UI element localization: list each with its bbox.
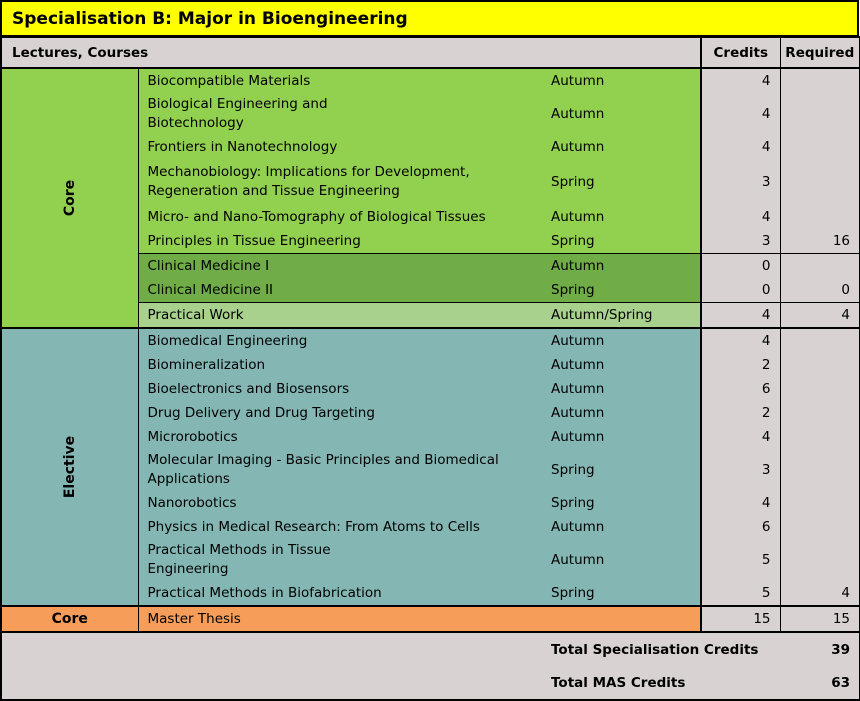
course-required [780,159,860,205]
table-header [1,37,860,68]
course-required: 4 [780,581,860,606]
totals-row [1,632,860,666]
course-credits: 4 [701,303,780,329]
course-semester: Autumn [551,401,701,425]
course-credits: 4 [701,135,780,159]
section-label-core: Core [61,179,78,217]
course-name: Clinical Medicine I [138,254,551,279]
course-credits: 4 [701,491,780,515]
course-credits: 15 [701,606,780,632]
section-core-thesis: Core [1,606,138,632]
course-credits: 6 [701,515,780,539]
course-name: Micro- and Nano-Tomography of Biological Tissues [138,205,551,229]
total-mas-label: Total MAS Credits [551,666,780,700]
course-credits: 4 [701,205,780,229]
course-semester: Spring [551,491,701,515]
course-credits: 5 [701,581,780,606]
course-name: Drug Delivery and Drug Targeting [138,401,551,425]
course-name: Nanorobotics [138,491,551,515]
course-required [780,93,860,135]
course-credits: 0 [701,254,780,279]
course-semester: Autumn [551,377,701,401]
course-required: 15 [780,606,860,632]
course-semester: Autumn [551,205,701,229]
course-semester: Autumn [551,135,701,159]
course-semester: Autumn [551,93,701,135]
course-required [780,401,860,425]
course-name: Practical Methods in Biofabrication [138,581,551,606]
table-row [1,606,860,632]
course-name: Bioelectronics and Biosensors [138,377,551,401]
course-name: Biocompatible Materials [138,68,551,93]
course-name: Clinical Medicine II [138,278,551,303]
course-name: Microrobotics [138,425,551,449]
course-credits: 4 [701,328,780,353]
page-title: Specialisation B: Major in Bioengineering [0,0,859,37]
course-semester: Spring [551,278,701,303]
total-specialisation-label: Total Specialisation Credits [551,632,780,666]
course-credits: 4 [701,68,780,93]
course-name: Practical Work [138,303,551,329]
header-required: Required [780,37,860,68]
table-row [1,68,860,93]
course-credits: 4 [701,425,780,449]
course-required: 4 [780,303,860,329]
course-credits: 2 [701,353,780,377]
course-credits: 5 [701,539,780,581]
course-required: 16 [780,229,860,254]
totals-row [1,666,860,700]
total-mas-value: 63 [780,666,860,700]
course-name: Physics in Medical Research: From Atoms to Cells [138,515,551,539]
course-credits: 4 [701,93,780,135]
course-required [780,135,860,159]
course-semester: Spring [551,581,701,606]
total-specialisation-value: 39 [780,632,860,666]
course-required [780,353,860,377]
header-courses: Lectures, Courses [1,37,701,68]
course-name: Biological Engineering and Biotechnology [138,93,551,135]
course-semester: Autumn [551,254,701,279]
course-credits: 6 [701,377,780,401]
course-semester: Autumn [551,353,701,377]
course-name: Molecular Imaging - Basic Principles and Biomedical Applications [138,449,551,491]
course-semester: Autumn [551,539,701,581]
course-name: Practical Methods in Tissue Engineering [138,539,551,581]
course-semester: Spring [551,159,701,205]
course-required [780,515,860,539]
course-required [780,539,860,581]
course-credits: 3 [701,449,780,491]
course-required [780,425,860,449]
course-semester: Autumn [551,425,701,449]
course-required [780,328,860,353]
course-table [0,36,860,701]
section-core [1,68,138,328]
course-name: Mechanobiology: Implications for Development, Regeneration and Tissue Engineering [138,159,551,205]
course-credits: 0 [701,278,780,303]
course-semester: Spring [551,449,701,491]
course-credits: 2 [701,401,780,425]
course-semester: Autumn [551,328,701,353]
course-required [780,449,860,491]
course-required [780,68,860,93]
course-required [780,254,860,279]
course-semester [551,606,701,632]
course-semester: Autumn [551,515,701,539]
course-credits: 3 [701,159,780,205]
section-label-elective: Elective [61,435,78,499]
course-name: Biomineralization [138,353,551,377]
course-name: Master Thesis [138,606,551,632]
course-name: Biomedical Engineering [138,328,551,353]
course-semester: Autumn [551,68,701,93]
table-row [1,328,860,353]
course-required: 0 [780,278,860,303]
course-semester: Spring [551,229,701,254]
course-required [780,491,860,515]
course-required [780,205,860,229]
section-elective [1,328,138,606]
header-credits: Credits [701,37,780,68]
course-semester: Autumn/Spring [551,303,701,329]
course-required [780,377,860,401]
course-name: Frontiers in Nanotechnology [138,135,551,159]
course-credits: 3 [701,229,780,254]
course-name: Principles in Tissue Engineering [138,229,551,254]
